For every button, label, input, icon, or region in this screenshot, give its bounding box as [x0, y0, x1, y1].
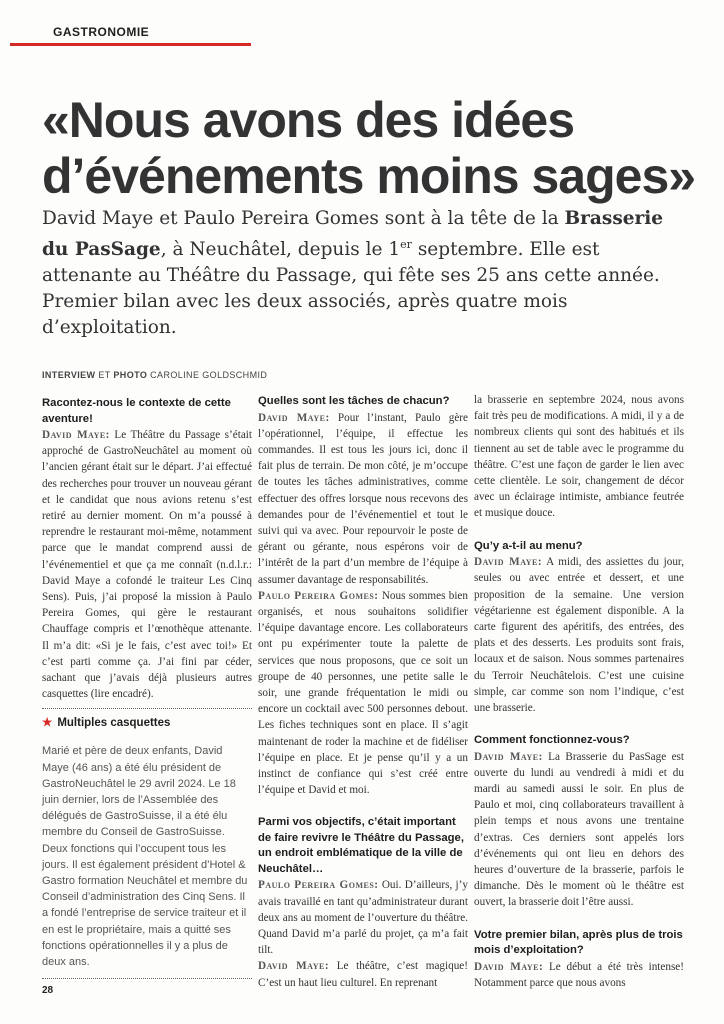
byline-author: CAROLINE GOLDSCHMID — [147, 370, 268, 380]
column-2 — [258, 394, 468, 991]
section-rubric: GASTRONOMIE — [53, 25, 150, 39]
speaker: Paulo Pereira Gomes: — [258, 879, 379, 892]
article-title: «Nous avons des idées d’événements moins sages» — [42, 92, 696, 204]
sidebar-box-title — [42, 715, 252, 729]
answer-text: Le début a été très intense! Notamment parce que nous avons — [474, 960, 684, 989]
byline-label: PHOTO — [113, 370, 148, 380]
answer-text: Le Théâtre du Passage s’était approché de GastroNeuchâtel au moment où l’ancien gérant était sur le départ. J’ai effectué des recherches pour trouver un nouveau gérant et le candidat que nous avions retenu s’est retiré au dernier moment. On m’a poussé à reprendre le restaurant moi-même, notamment parce que le mandat comprend aussi de l’événementiel et que ça me connaît (n.d.l.r.: David Maye a cofondé le traiteur Les Cinq Sens). Puis, j’ai proposé la mission à Paulo Pereira Gomes, qui gère le restaurant Chauffage compris et l’œnothèque attenante. Il m’a dit: «Si je le fais, c’est avec toi!» Et c’est parti comme ça. J’ai fini par céder, sachant que j’avais déjà plusieurs autres casquettes (lire encadré). — [42, 429, 253, 701]
column-3 — [474, 392, 684, 991]
dotted-divider — [42, 978, 252, 979]
speaker: David Maye: — [474, 556, 543, 569]
answer-text: Le théâtre, c’est magique! C’est un haut lieu culturel. En reprenant — [258, 960, 468, 989]
byline-label: INTERVIEW — [42, 370, 96, 380]
dotted-divider — [42, 708, 252, 709]
question: Votre premier bilan, après plus de trois mois d’exploitation? — [474, 928, 683, 957]
speaker: David Maye: — [42, 429, 110, 441]
lead-text: David Maye et Paulo Pereira Gomes sont à la tête de la — [42, 208, 565, 229]
byline — [42, 370, 267, 380]
answer — [474, 554, 684, 716]
answer-text: Nous sommes bien organisés, et nous souhaitons solidifier l’équipe davantage encore. Les collaborateurs ont pu expérimenter toute la palette de services que nous proposons, que ce soit un groupe de 40 personnes, une petite salle le soir, une grande fréquentation le midi ou encore un cocktail avec 500 personnes debout. Les fiches techniques sont en place. Il s’agit maintenant de roder la machine et de fidéliser l’équipe en place. Et je pense qu’il y a un instinct de confiance qui s’est créé entre l’équipe et David et moi. — [258, 589, 468, 797]
star-icon: ★ — [42, 717, 53, 730]
answer — [474, 749, 684, 911]
sidebar-box-text: Marié et père de deux enfants, David Maye (46 ans) a été élu président de GastroNeuchâtel le 29 avril 2024. Le 18 juin dernier, lors de l’Assemblée des délégués de GastroSuisse, il a été élu membre du Conseil de GastroSuisse. Deux fonctions qui l’occupent tous les jours. Il est également président d’Hotel & Gastro formation Neuchâtel et membre du Conseil d’administration des Cinq Sens. Il a fondé l’entreprise de service traiteur et il en est le propriétaire, mais a quitté ses fonctions opérationnelles il y a plus de deux ans. — [42, 745, 248, 969]
answer — [474, 959, 684, 991]
answer — [258, 410, 468, 588]
answer-text: Pour l’instant, Paulo gère l’opérationnel, l’équipe, il effectue les commandes. Il est tous les jours ici, donc il fait plus de terrain. De mon côté, je m’occupe de toutes les tâches administratives, comme effectuer des offres lorsque nous recevons des demandes pour de l’événementiel et tout le suivi qui va avec. Pour repourvoir le poste de gérant ou gérante, nous espérons voir de l’intérêt de la part d’un membre de l’équipe à assumer davantage de responsabilités. — [258, 411, 468, 586]
speaker: David Maye: — [474, 960, 544, 973]
answer — [258, 588, 468, 799]
rubric-underline — [10, 43, 251, 46]
answer — [258, 958, 468, 990]
speaker: David Maye: — [258, 960, 330, 973]
speaker: Paulo Pereira Gomes: — [258, 589, 379, 602]
answer-text: La Brasserie du PasSage est ouverte du lundi au vendredi à midi et du mardi au samedi aussi le soir. En plus de Paulo et moi, cinq collaborateurs travaillent à plein temps et nous avons une trentaine d’extras. Ces derniers sont appelés lors d’événements qui ont lieu en dehors des heures d’ouverture de la brasserie, parfois le dimanche. Dès le moment où le théâtre est ouvert, la brasserie doit l’être aussi. — [474, 750, 685, 909]
answer-text: Oui. D’ailleurs, j’y avais travaillé en tant qu’administrateur durant deux ans au moment de l’ouverture du théâtre. Quand David m’a parlé du projet, ça m’a fait tilt. — [258, 879, 468, 957]
question: Racontez-nous le contexte de cette aventure! — [42, 397, 231, 425]
box-title-text: Multiples casquettes — [57, 717, 171, 730]
answer-text: A midi, des assiettes du jour, seules ou avec entrée et dessert, et une proposition de la semaine. Une version végétarienne est également disponible. A la carte figurent des apéritifs, des entrées, des plats et des desserts. Les produits sont frais, locaux et de saison. Nous sommes partenaires du Terroir Neuchâtelois. C’est une cuisine simple, car comme son nom l’indique, c’est une brasserie. — [474, 556, 685, 714]
byline-text: ET — [95, 370, 114, 380]
answer — [42, 427, 252, 702]
answer — [258, 877, 468, 958]
column-1 — [42, 396, 252, 985]
question: Quelles sont les tâches de chacun? — [258, 395, 450, 407]
lead-text: , à Neuchâtel, depuis le 1 — [160, 239, 401, 261]
question: Parmi vos objectifs, c’était important de faire revivre le Théâtre du Passage, un endroit emblématique de la ville de Neuchâtel… — [258, 816, 464, 875]
speaker: David Maye: — [258, 411, 330, 424]
lead-sup: er — [400, 238, 412, 251]
lead-text: septembre. Elle est attenante au Théâtre du Passage, qui fête ses 25 ans cette année. Premier bilan avec les deux associés, après quatre mois d’exploitation. — [42, 239, 660, 339]
question: Qu’y a-t-il au menu? — [474, 539, 583, 552]
lead-brand: Brasserie du PasSage — [42, 208, 664, 261]
question: Comment fonctionnez-vous? — [474, 734, 630, 747]
speaker: David Maye: — [474, 750, 543, 763]
page-number: 28 — [42, 985, 54, 996]
answer-continued: la brasserie en septembre 2024, nous avons fait très peu de modifications. A midi, il y a de nombreux clients qui sont des habitués et ils tiennent au set de table avec le programme du théâtre. C’est une façon de garder le lien avec cette clientèle. Le soir, changement de décor avec un éclairage intimiste, ambiance feutrée et musique douce. — [474, 394, 684, 520]
article-lead — [42, 206, 682, 341]
